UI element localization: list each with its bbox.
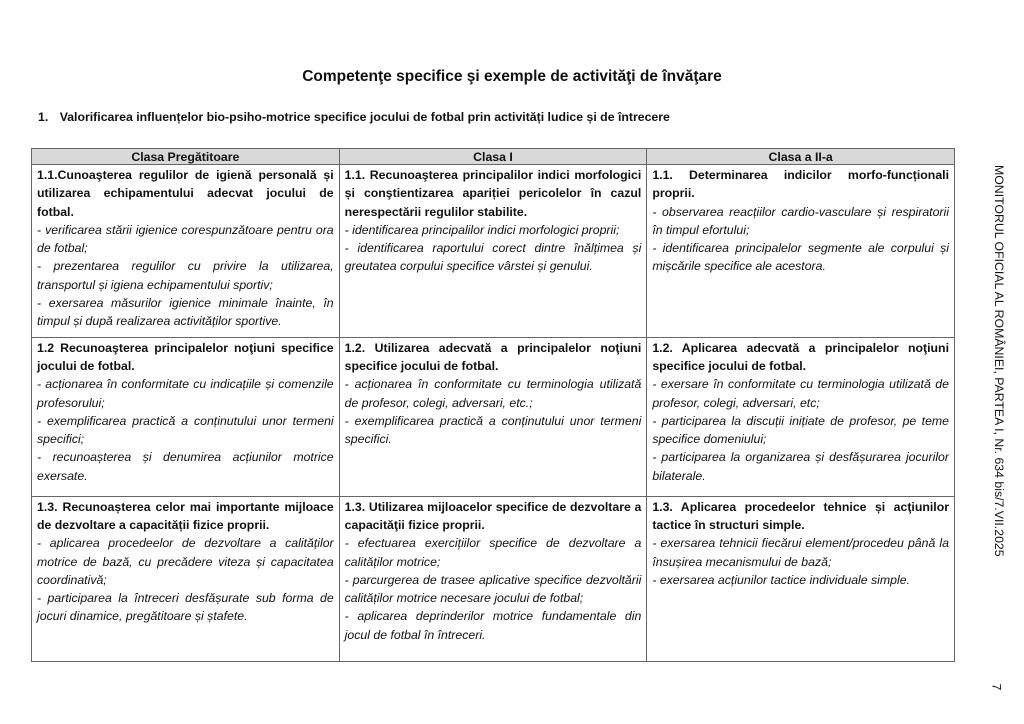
- activity-item: - identificarea raportului corect dintre înălțimea și greutatea corpului specifice vârstei și genului.: [344, 241, 642, 274]
- section-heading: [38, 110, 670, 124]
- journal-running-header: MONITORUL OFICIAL AL ROMÂNIEI, PARTEA I, Nr. 634 bis/7.VII.2025: [992, 165, 1006, 557]
- activity-item: - verificarea stării igienice corespunzătoare pentru ora de fotbal;: [37, 222, 334, 256]
- table-cell: [647, 337, 955, 496]
- competency-heading: 1.1.Cunoaşterea regulilor de igienă personală și utilizarea echipamentului adecvat jocului de fotbal.: [37, 168, 334, 219]
- activity-item: - exemplificarea practică a conținutului unor termeni specifici.: [344, 413, 642, 447]
- competency-heading: 1.3. Utilizarea mijloacelor specifice de dezvoltare a capacităţii fizice proprii.: [344, 499, 642, 532]
- activity-item: - aplicarea deprinderilor motrice fundamentale din jocul de fotbal în întreceri.: [344, 609, 642, 642]
- section-number: 1.: [38, 110, 49, 124]
- table-cell: [32, 496, 340, 661]
- competency-heading: 1.3. Aplicarea procedeelor tehnice și acţiunilor tactice în structuri simple.: [652, 499, 949, 532]
- competency-heading: 1.2. Aplicarea adecvată a principalelor noţiuni specifice jocului de fotbal.: [652, 340, 949, 373]
- table-cell: [32, 165, 340, 338]
- table-row: [32, 337, 955, 496]
- table-cell: [339, 496, 647, 661]
- competency-heading: 1.2. Utilizarea adecvată a principalelor noţiuni specifice jocului de fotbal.: [344, 340, 642, 373]
- competency-heading: 1.3. Recunoașterea celor mai importante mijloace de dezvoltare a capacității fizice proprii.: [37, 499, 334, 532]
- page-number: 7: [989, 683, 1004, 691]
- competency-heading: 1.2 Recunoaşterea principalelor noţiuni specifice jocului de fotbal.: [37, 340, 334, 373]
- activity-item: - participarea la organizarea și desfășurarea jocurilor bilaterale.: [652, 450, 949, 483]
- table-row: [32, 496, 955, 661]
- activity-item: - exersarea măsurilor igienice minimale înainte, în timpul și după realizarea activităților sportive.: [37, 296, 334, 329]
- table-header-row: [32, 149, 955, 165]
- column-header-clasa-1: Clasa I: [339, 149, 647, 165]
- activity-item: - recunoașterea și denumirea acțiunilor motrice exersate.: [37, 450, 334, 483]
- table-cell: [339, 165, 647, 338]
- activity-item: - exersare în conformitate cu terminologia utilizată de profesor, colegi, adversari, etc;: [652, 377, 949, 410]
- column-header-pregatitoare: Clasa Pregătitoare: [32, 149, 340, 165]
- page-title: Competenţe specifice şi exemple de activităţi de învăţare: [302, 68, 722, 85]
- activity-item: - participarea la întreceri desfășurate sub forma de jocuri dinamice, pregătitoare și ștafete.: [37, 591, 334, 624]
- table-cell: [647, 165, 955, 338]
- activity-item: - identificarea principalelor segmente ale corpului și mișcările specifice ale acestora.: [652, 241, 949, 274]
- table-cell: [647, 496, 955, 661]
- activity-item: - aplicarea procedeelor de dezvoltare a calităților motrice de bază, cu precădere viteza și capacitatea coordinativă;: [37, 536, 334, 587]
- section-text: Valorificarea influențelor bio-psiho-motrice specifice jocului de fotbal prin activități ludice și de întrecere: [59, 110, 670, 124]
- activity-item: - observarea reacțiilor cardio-vasculare și respiratorii în timpul efortului;: [652, 204, 949, 237]
- table-cell: [339, 337, 647, 496]
- column-header-clasa-2: Clasa a II-a: [647, 149, 955, 165]
- activity-item: - acționarea în conformitate cu terminologia utilizată de profesor, colegi, adversari, etc.;: [344, 377, 642, 410]
- activity-item: - acționarea în conformitate cu indicațiile și comenzile profesorului;: [37, 377, 334, 410]
- activity-item: - parcurgerea de trasee aplicative specifice dezvoltării calităților motrice necesare jocului de fotbal;: [344, 572, 642, 606]
- table-row: [32, 165, 955, 338]
- activity-item: - identificarea principalilor indici morfologici proprii;: [344, 222, 620, 237]
- competency-heading: 1.1. Determinarea indicilor morfo-funcționali proprii.: [652, 168, 949, 201]
- table-cell: [32, 337, 340, 496]
- activity-item: - efectuarea exercițiilor specifice de dezvoltare a calităților motrice;: [344, 536, 642, 569]
- activity-item: - prezentarea regulilor cu privire la utilizarea, transportul și igiena echipamentului sportiv;: [37, 259, 334, 292]
- competencies-table: [31, 148, 955, 662]
- competency-heading: 1.1. Recunoaşterea principalilor indici morfologici și conştientizarea apariției pericolelor în cazul nerespectării regulilor stabilite.: [344, 168, 642, 219]
- activity-item: - participarea la discuții inițiate de profesor, pe teme specifice domeniului;: [652, 413, 949, 447]
- activity-item: - exersarea acțiunilor tactice individuale simple.: [652, 572, 910, 587]
- activity-item: - exemplificarea practică a conținutului unor termeni specifici;: [37, 413, 334, 447]
- activity-item: - exersarea tehnicii fiecărui element/procedeu până la însușirea mecanismului de bază;: [652, 536, 949, 569]
